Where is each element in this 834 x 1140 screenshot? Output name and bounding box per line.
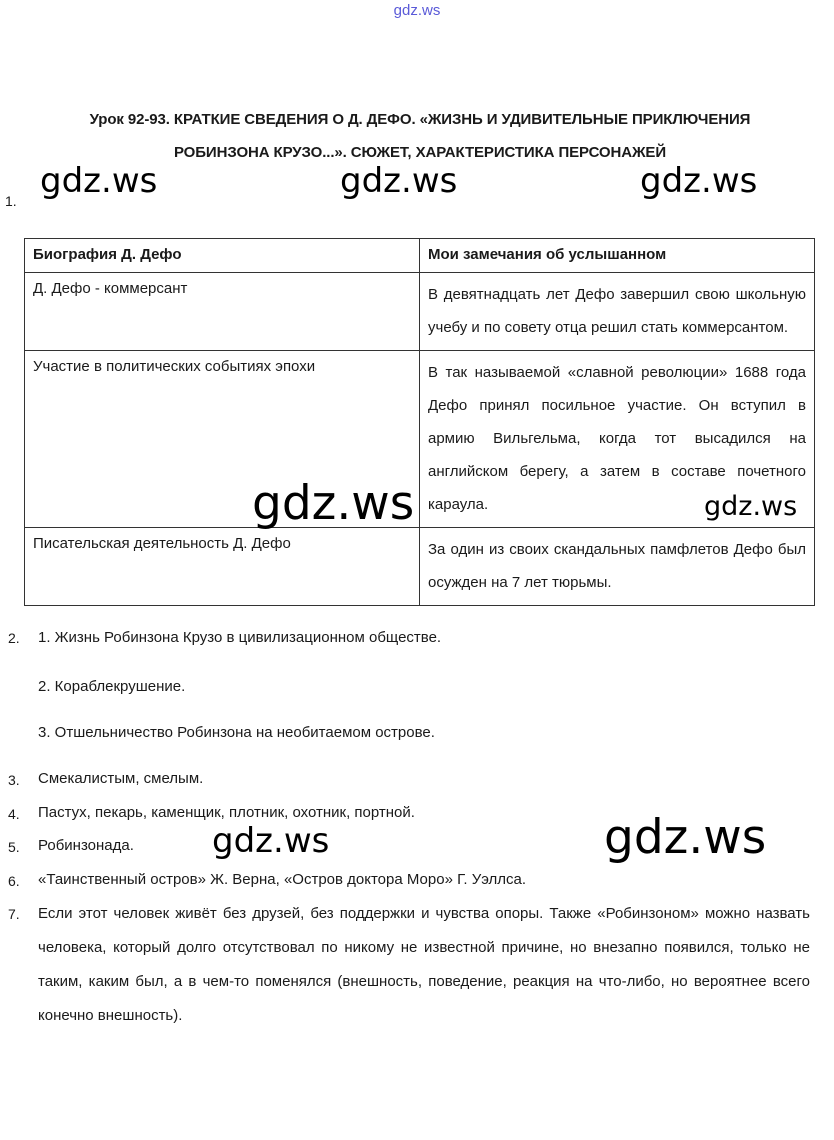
table-cell-bio: Писательская деятельность Д. Дефо: [25, 528, 420, 606]
table-header-row: [25, 239, 815, 273]
watermark-text: gdz.ws: [340, 161, 458, 201]
watermark-text: gdz.ws: [604, 810, 767, 865]
task-number-3: 3.: [8, 772, 20, 788]
watermark-text: gdz.ws: [704, 491, 798, 522]
table-cell-note: В девятнадцать лет Дефо завершил свою школьную учебу и по совету отца решил стать коммерсантом.: [420, 273, 815, 351]
answer-5-text: Робинзонада.: [38, 837, 134, 854]
answer-3-text: Смекалистым, смелым.: [38, 770, 204, 787]
answer-2-line-1: 1. Жизнь Робинзона Крузо в цивилизационном обществе.: [38, 629, 442, 646]
biography-table: [24, 238, 815, 606]
table-cell-note: В так называемой «славной революции» 1688 года Дефо принял посильное участие. Он вступил в армию Вильгельма, когда тот высадился на английском берегу, а затем в составе почетного караула.: [420, 351, 815, 528]
lesson-title-line-2: РОБИНЗОНА КРУЗО...». СЮЖЕТ, ХАРАКТЕРИСТИКА ПЕРСОНАЖЕЙ: [173, 144, 667, 161]
watermark-text: gdz.ws: [252, 476, 415, 531]
task-number-1: 1.: [5, 193, 17, 209]
task-number-5: 5.: [8, 839, 20, 855]
answer-2-line-3: 3. Отшельничество Робинзона на необитаемом острове.: [38, 724, 435, 741]
task-number-7: 7.: [8, 906, 20, 922]
task-number-4: 4.: [8, 806, 20, 822]
table-row: [25, 351, 815, 528]
table-cell-bio: Участие в политических событиях эпохи: [25, 351, 420, 528]
answer-7-text: Если этот человек живёт без друзей, без поддержки и чувства опоры. Также «Робинзоном» можно назвать человека, который долго отсутствовал по никому не известной причине, но внезапно появился, только не таким, каким был, а в чем-то поменялся (внешность, поведение, реакция на что-либо, но вероятнее всего конечно внешность).: [38, 905, 810, 1024]
table-row: [25, 273, 815, 351]
answer-2-line-2: 2. Кораблекрушение.: [38, 678, 186, 695]
watermark-text: gdz.ws: [640, 161, 758, 201]
watermark-text: gdz.ws: [40, 161, 158, 201]
table-cell-note: За один из своих скандальных памфлетов Дефо был осужден на 7 лет тюрьмы.: [420, 528, 815, 606]
task-number-6: 6.: [8, 873, 20, 889]
site-watermark-top: gdz.ws: [393, 2, 441, 19]
table-header-notes: Мои замечания об услышанном: [420, 239, 815, 273]
answer-4-text: Пастух, пекарь, каменщик, плотник, охотник, портной.: [38, 804, 415, 821]
task-number-2: 2.: [8, 630, 20, 646]
answer-6-text: «Таинственный остров» Ж. Верна, «Остров доктора Моро» Г. Уэллса.: [38, 871, 527, 888]
table-header-bio: Биография Д. Дефо: [25, 239, 420, 273]
table-cell-bio: Д. Дефо - коммерсант: [25, 273, 420, 351]
lesson-title-line-1: Урок 92-93. КРАТКИЕ СВЕДЕНИЯ О Д. ДЕФО. «ЖИЗНЬ И УДИВИТЕЛЬНЫЕ ПРИКЛЮЧЕНИЯ: [89, 111, 751, 128]
watermark-text: gdz.ws: [212, 821, 330, 861]
table-row: [25, 528, 815, 606]
